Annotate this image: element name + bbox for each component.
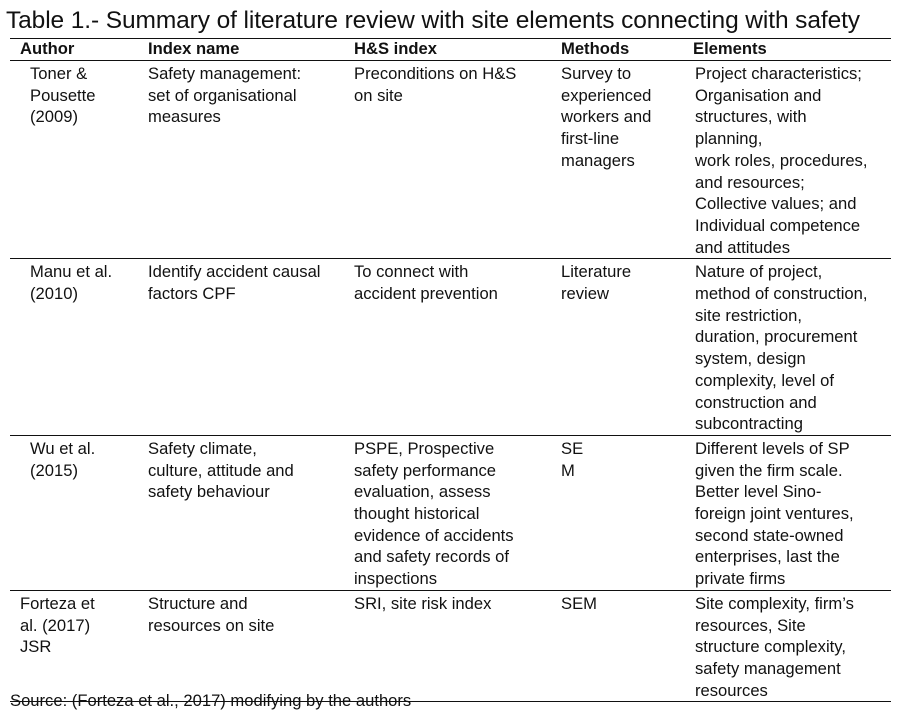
cell-line: subcontracting xyxy=(695,414,803,434)
cell-hs-index xyxy=(344,590,551,702)
cell-line: Pousette xyxy=(30,85,96,105)
cell-line: resources xyxy=(695,680,768,700)
header-elements: Elements xyxy=(683,39,891,61)
cell-line: Different levels of SP xyxy=(695,438,850,458)
cell-line: experienced xyxy=(561,85,652,105)
cell-line: Project characteristics; xyxy=(695,64,862,83)
cell-line: second state-owned xyxy=(695,525,844,545)
cell-line: planning, xyxy=(695,129,763,149)
cell-line: foreign joint ventures, xyxy=(695,504,854,524)
cell-line: inspections xyxy=(354,569,438,589)
header-row xyxy=(10,39,891,61)
cell-line: M xyxy=(561,460,575,480)
cell-line: thought historical xyxy=(354,504,480,524)
cell-line: (2015) xyxy=(30,460,78,480)
cell-line: workers and xyxy=(561,107,652,127)
cell-hs-index xyxy=(344,435,551,590)
cell-index-name xyxy=(138,590,344,702)
header-methods: Methods xyxy=(551,39,683,61)
cell-line: set of organisational xyxy=(148,85,297,105)
cell-line: enterprises, last the xyxy=(695,547,840,567)
cell-line: work roles, procedures, xyxy=(695,150,868,170)
cell-line: Identify accident causal xyxy=(148,262,321,282)
table-title: Table 1.- Summary of literature review with site elements connecting with safety xyxy=(6,7,860,34)
cell-line: SEM xyxy=(561,593,597,613)
cell-line: Site complexity, firm’s xyxy=(695,593,854,613)
table-row xyxy=(10,435,891,590)
cell-line: accident prevention xyxy=(354,284,498,304)
cell-line: Better level Sino- xyxy=(695,482,822,502)
cell-line: Preconditions on H&S xyxy=(354,64,517,83)
cell-line: Structure and xyxy=(148,593,248,613)
cell-author xyxy=(10,259,138,436)
cell-line: evidence of accidents xyxy=(354,525,514,545)
cell-line: measures xyxy=(148,107,221,127)
cell-line: safety behaviour xyxy=(148,482,270,502)
header-hs-index: H&S index xyxy=(344,39,551,61)
cell-hs-index xyxy=(344,259,551,436)
cell-line: safety performance xyxy=(354,460,497,480)
cell-line: duration, procurement xyxy=(695,327,858,347)
cell-line: JSR xyxy=(20,637,52,657)
cell-line: review xyxy=(561,284,609,304)
cell-methods xyxy=(551,259,683,436)
cell-line: Manu et al. xyxy=(30,262,113,282)
cell-line: PSPE, Prospective xyxy=(354,438,495,458)
cell-line: (2009) xyxy=(30,107,78,127)
cell-line: and resources; xyxy=(695,172,805,192)
cell-line: system, design xyxy=(695,349,806,369)
cell-line: Nature of project, xyxy=(695,262,823,282)
cell-author xyxy=(10,435,138,590)
cell-elements xyxy=(683,435,891,590)
cell-line: Safety management: xyxy=(148,64,302,83)
cell-line: structures, with xyxy=(695,107,807,127)
cell-line: and safety records of xyxy=(354,547,509,567)
cell-methods xyxy=(551,435,683,590)
cell-elements xyxy=(683,61,891,259)
cell-line: Individual competence xyxy=(695,215,861,235)
cell-methods xyxy=(551,590,683,702)
cell-line: site restriction, xyxy=(695,305,802,325)
table-row xyxy=(10,61,891,259)
header-index-name: Index name xyxy=(138,39,344,61)
cell-index-name xyxy=(138,259,344,436)
cell-elements xyxy=(683,590,891,702)
cell-line: Organisation and xyxy=(695,85,822,105)
cell-line: SE xyxy=(561,438,584,458)
cell-line: (2010) xyxy=(30,284,78,304)
cell-index-name xyxy=(138,61,344,259)
cell-line: Literature xyxy=(561,262,632,282)
cell-line: Safety climate, xyxy=(148,438,257,458)
cell-line: structure complexity, xyxy=(695,637,846,657)
cell-line: managers xyxy=(561,150,635,170)
cell-line: Wu et al. xyxy=(30,438,96,458)
cell-line: culture, attitude and xyxy=(148,460,294,480)
table-row xyxy=(10,259,891,436)
cell-line: Forteza et xyxy=(20,593,95,613)
cell-line: and attitudes xyxy=(695,237,791,257)
cell-author xyxy=(10,61,138,259)
header-author: Author xyxy=(10,39,138,61)
cell-line: Toner & xyxy=(30,64,88,83)
cell-line: SRI, site risk index xyxy=(354,593,492,613)
cell-line: evaluation, assess xyxy=(354,482,491,502)
cell-line: construction and xyxy=(695,392,817,412)
cell-line: factors CPF xyxy=(148,284,236,304)
cell-line: private firms xyxy=(695,569,786,589)
cell-line: al. (2017) xyxy=(20,615,91,635)
cell-line: safety management xyxy=(695,658,841,678)
cell-hs-index xyxy=(344,61,551,259)
cell-line: given the firm scale. xyxy=(695,460,843,480)
cell-author xyxy=(10,590,138,702)
cell-line: on site xyxy=(354,85,403,105)
source-note: Source: (Forteza et al., 2017) modifying by the authors xyxy=(10,691,412,710)
literature-review-table xyxy=(10,38,891,702)
cell-line: first-line xyxy=(561,129,620,149)
table-row xyxy=(10,590,891,702)
cell-line: resources, Site xyxy=(695,615,806,635)
cell-line: Collective values; and xyxy=(695,194,857,214)
cell-line: resources on site xyxy=(148,615,275,635)
cell-index-name xyxy=(138,435,344,590)
cell-elements xyxy=(683,259,891,436)
cell-line: To connect with xyxy=(354,262,469,282)
cell-line: complexity, level of xyxy=(695,370,834,390)
cell-methods xyxy=(551,61,683,259)
cell-line: method of construction, xyxy=(695,284,868,304)
cell-line: Survey to xyxy=(561,64,632,83)
